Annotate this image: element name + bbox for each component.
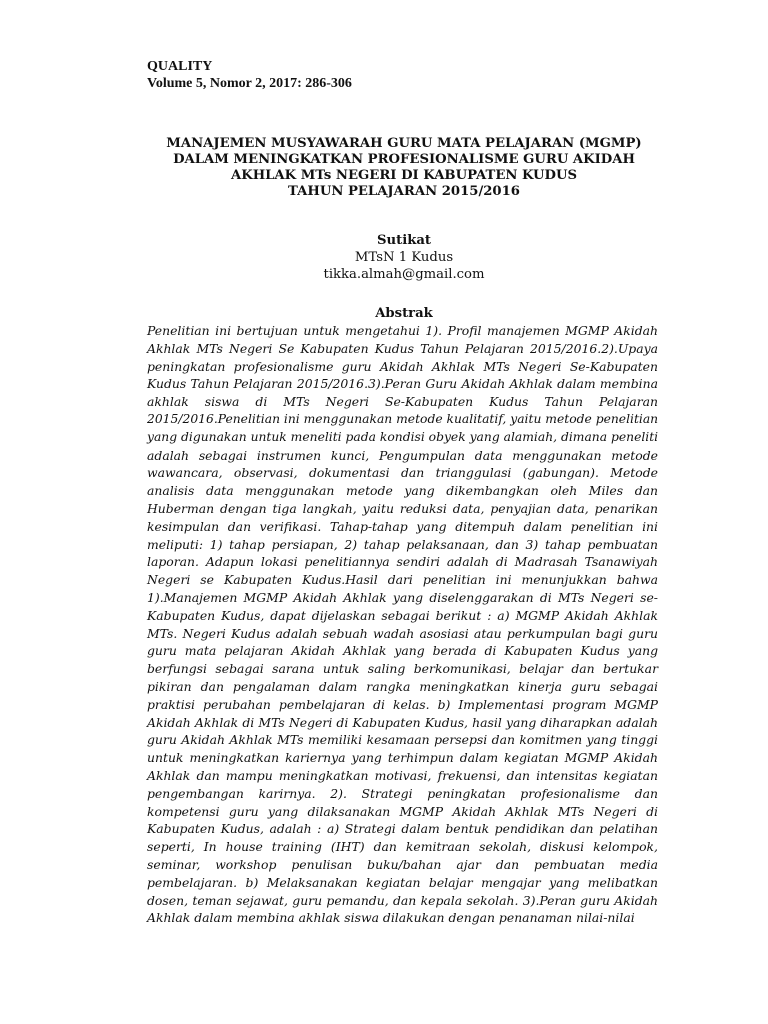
abstract-line: Kudus Tahun Pelajaran 2015/2016.3).Peran Guru Akidah Akhlak dalam membina — [147, 376, 658, 392]
abstract-line: meliputi: 1) tahap persiapan, 2) tahap pelaksanaan, dan 3) tahap pembuatan — [147, 536, 658, 552]
author-name: Sutikat — [377, 233, 431, 248]
abstract-line: berfungsi sebagai sarana untuk saling berkomunikasi, belajar dan bertukar — [147, 661, 658, 677]
journal-name: QUALITY — [147, 59, 213, 74]
journal-issue: Volume 5, Nomor 2, 2017: 286-306 — [147, 76, 352, 91]
title-line: TAHUN PELAJARAN 2015/2016 — [288, 184, 520, 199]
paper-title — [140, 136, 668, 200]
abstract-line: Akhlak dan mampu meningkatkan motivasi, frekuensi, dan intensitas kegiatan — [147, 767, 658, 783]
abstract-line: MTs. Negeri Kudus adalah sebuah wadah asosiasi atau perkumpulan bagi guru — [147, 625, 658, 641]
abstract-line: untuk meningkatkan kariernya yang terhimpun dalam kegiatan MGMP Akidah — [147, 750, 658, 766]
author-email: tikka.almah@gmail.com — [323, 267, 485, 282]
author-block — [140, 232, 668, 283]
abstract-line: pengembangan karirnya. 2). Strategi peningkatan profesionalisme dan — [147, 785, 658, 801]
abstract-line: pikiran dan pengalaman dalam rangka meningkatkan kinerja guru sebagai — [147, 678, 658, 694]
abstract-line: wawancara, observasi, dokumentasi dan trianggulasi (gabungan). Metode — [147, 465, 658, 481]
abstract-line: 2015/2016.Penelitian ini menggunakan metode kualitatif, yaitu metode penelitian — [147, 411, 659, 426]
abstract-line: kompetensi guru yang dilaksanakan MGMP Akidah Akhlak MTs Negeri di — [147, 803, 658, 819]
abstract-line: praktisi perubahan pembelajaran di kelas. b) Implementasi program MGMP — [147, 696, 658, 712]
abstract-line: Kabupaten Kudus, adalah : a) Strategi dalam bentuk pendidikan dan pelatihan — [147, 821, 658, 837]
abstract-line: Kabupaten Kudus, dapat dijelaskan sebagai berikut : a) MGMP Akidah Akhlak — [147, 607, 658, 623]
title-line: AKHLAK MTs NEGERI DI KABUPATEN KUDUS — [231, 168, 577, 183]
abstract-line: Negeri se Kabupaten Kudus.Hasil dari penelitian ini menunjukkan bahwa — [147, 572, 658, 588]
abstract-line: yang digunakan untuk meneliti pada kondisi obyek yang alamiah, dimana peneliti — [147, 429, 659, 444]
abstract-line: 1).Manajemen MGMP Akidah Akhlak yang diselenggarakan di MTs Negeri se- — [147, 589, 658, 605]
title-line: DALAM MENINGKATKAN PROFESIONALISME GURU AKIDAH — [173, 152, 635, 167]
abstract-body — [147, 322, 658, 927]
abstract-line: analisis data menggunakan metode yang dikembangkan oleh Miles dan — [147, 483, 658, 499]
abstract-line: adalah sebagai instrumen kunci, Pengumpulan data menggunakan metode — [147, 447, 658, 463]
abstract-line: guru Akidah Akhlak MTs memiliki kesamaan persepsi dan komitmen yang tinggi — [147, 732, 658, 748]
abstract-line: Huberman dengan tiga langkah, yaitu reduksi data, penyajian data, penarikan — [147, 500, 658, 516]
abstract-line: peningkatan profesionalisme guru Akidah Akhlak MTs Negeri Se-Kabupaten — [147, 358, 658, 374]
abstract-line: Akhlak MTs Negeri Se Kabupaten Kudus Tahun Pelajaran 2015/2016.2).Upaya — [147, 340, 658, 356]
abstract-line: seperti, In house training (IHT) dan kemitraan sekolah, diskusi kelompok, — [147, 839, 658, 855]
abstract-line: Akhlak dalam membina akhlak siswa dilakukan dengan penanaman nilai-nilai — [147, 910, 635, 926]
abstract-line: kesimpulan dan verifikasi. Tahap-tahap yang ditempuh dalam penelitian ini — [147, 518, 658, 534]
abstract-line: Penelitian ini bertujuan untuk mengetahui 1). Profil manajemen MGMP Akidah — [147, 323, 658, 338]
abstract-line: dosen, teman sejawat, guru pemandu, dan kepala sekolah. 3).Peran guru Akidah — [147, 892, 658, 908]
abstract-line: seminar, workshop penulisan buku/bahan ajar dan pembuatan media — [147, 856, 658, 872]
abstract-line: akhlak siswa di MTs Negeri Se-Kabupaten Kudus Tahun Pelajaran — [147, 394, 658, 410]
abstract-line: pembelajaran. b) Melaksanakan kegiatan belajar mengajar yang melibatkan — [147, 874, 658, 890]
abstract-line: Akidah Akhlak di MTs Negeri di Kabupaten Kudus, hasil yang diharapkan adalah — [147, 714, 658, 730]
abstract-line: guru mata pelajaran Akidah Akhlak yang berada di Kabupaten Kudus yang — [147, 643, 658, 659]
journal-header — [147, 58, 352, 92]
abstract-line: laporan. Adapun lokasi penelitiannya sendiri adalah di Madrasah Tsanawiyah — [147, 554, 658, 570]
abstract-heading: Abstrak — [375, 306, 433, 321]
title-line: MANAJEMEN MUSYAWARAH GURU MATA PELAJARAN (MGMP) — [166, 136, 642, 151]
author-affiliation: MTsN 1 Kudus — [354, 250, 454, 265]
